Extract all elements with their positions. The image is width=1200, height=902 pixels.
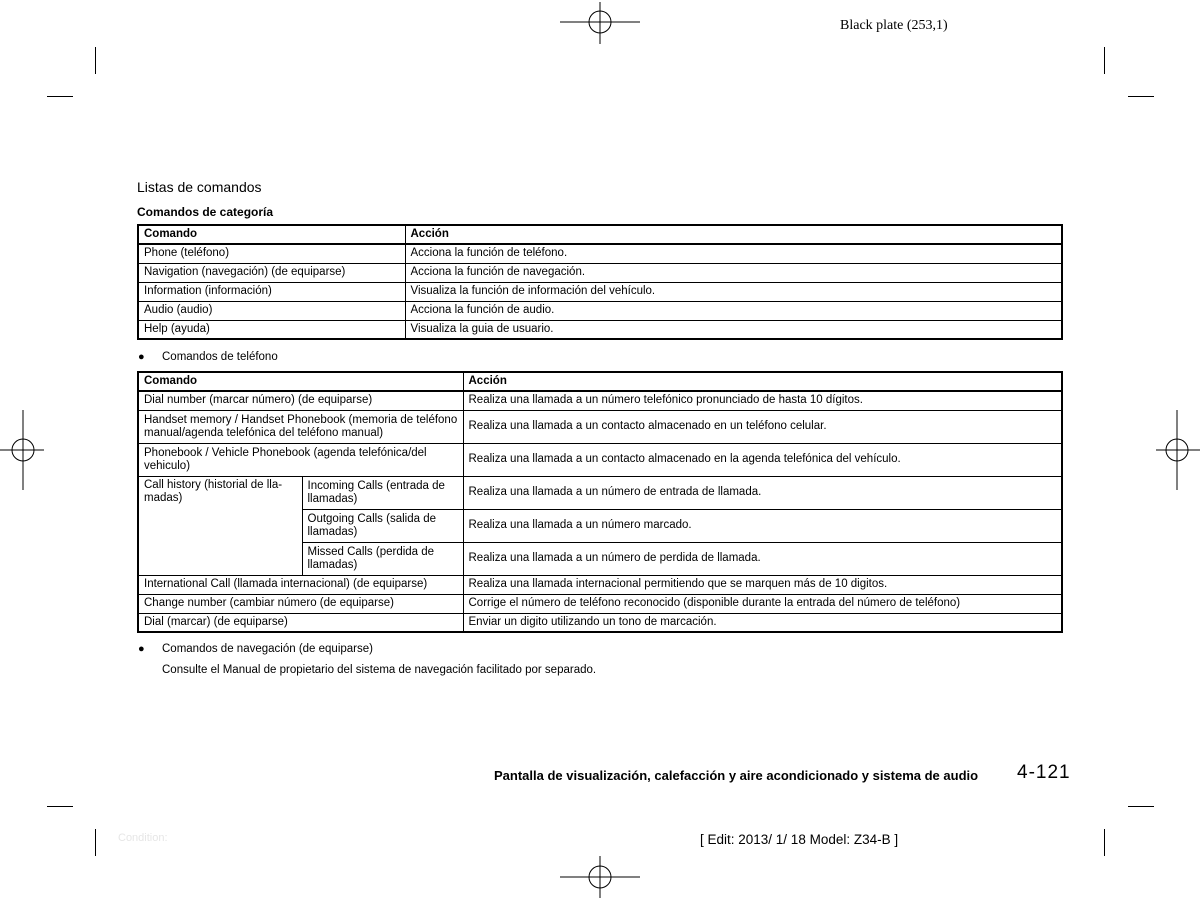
action-cell: Realiza una llamada a un contacto almacenado en la agenda telefónica del vehículo. — [463, 443, 1062, 476]
table-row — [138, 443, 1062, 476]
action-cell: Realiza una llamada a un número de entrada de llamada. — [463, 476, 1062, 509]
table-row — [138, 476, 1062, 509]
command-cell: Help (ayuda) — [138, 320, 405, 339]
action-cell: Acciona la función de navegación. — [405, 263, 1062, 282]
category-title: Comandos de categoría — [137, 205, 274, 219]
subcommand-cell: Incoming Calls (entrada de llamadas) — [302, 476, 463, 509]
action-cell: Visualiza la guia de usuario. — [405, 320, 1062, 339]
action-cell: Enviar un digito utilizando un tono de marcación. — [463, 613, 1062, 632]
command-cell: Dial (marcar) (de equiparse) — [138, 613, 463, 632]
call-history-cell: Call history (historial de lla-madas) — [138, 476, 302, 575]
table-row — [138, 594, 1062, 613]
action-cell: Realiza una llamada a un número marcado. — [463, 509, 1062, 542]
command-cell: Information (información) — [138, 282, 405, 301]
action-cell: Realiza una llamada internacional permitiendo que se marquen más de 10 digitos. — [463, 575, 1062, 594]
command-cell: International Call (llamada internacional) (de equiparse) — [138, 575, 463, 594]
command-cell: Handset memory / Handset Phonebook (memoria de teléfono manual/agenda telefónica del teléfono manual) — [138, 410, 463, 443]
bullet-icon: ● — [138, 643, 145, 655]
command-cell: Change number (cambiar número (de equiparse) — [138, 594, 463, 613]
table-row — [138, 391, 1062, 410]
column-header-action: Acción — [463, 372, 1062, 391]
column-header-command: Comando — [138, 372, 463, 391]
command-cell: Phone (teléfono) — [138, 244, 405, 263]
chapter-footer-title: Pantalla de visualización, calefacción y aire acondicionado y sistema de audio — [494, 768, 979, 783]
condition-label: Condition: — [118, 832, 168, 844]
bullet-text: Comandos de navegación (de equiparse) — [162, 643, 373, 655]
table-row — [138, 263, 1062, 282]
section-title: Listas de comandos — [137, 179, 262, 195]
bullet-text: Comandos de teléfono — [162, 351, 278, 363]
command-cell: Navigation (navegación) (de equiparse) — [138, 263, 405, 282]
subcommand-cell: Outgoing Calls (salida de llamadas) — [302, 509, 463, 542]
table-header-row — [138, 225, 1062, 244]
navigation-note: Consulte el Manual de propietario del sistema de navegación facilitado por separado. — [162, 664, 597, 676]
table-row — [138, 410, 1062, 443]
plate-label: Black plate (253,1) — [840, 18, 948, 33]
action-cell: Corrige el número de teléfono reconocido (disponible durante la entrada del número de teléfono) — [463, 594, 1062, 613]
action-cell: Realiza una llamada a un número telefónico pronunciado de hasta 10 dígitos. — [463, 391, 1062, 410]
command-cell: Dial number (marcar número) (de equiparse) — [138, 391, 463, 410]
column-header-command: Comando — [138, 225, 405, 244]
action-cell: Visualiza la función de información del vehículo. — [405, 282, 1062, 301]
bullet-icon: ● — [138, 351, 145, 363]
subcommand-cell: Missed Calls (perdida de llamadas) — [302, 542, 463, 575]
table-row — [138, 301, 1062, 320]
action-cell: Realiza una llamada a un contacto almacenado en un teléfono celular. — [463, 410, 1062, 443]
table-row — [138, 575, 1062, 594]
action-cell: Realiza una llamada a un número de perdida de llamada. — [463, 542, 1062, 575]
column-header-action: Acción — [405, 225, 1062, 244]
command-cell: Audio (audio) — [138, 301, 405, 320]
table-row — [138, 613, 1062, 632]
table-row — [138, 244, 1062, 263]
page-number: 4-121 — [1017, 762, 1071, 783]
action-cell: Acciona la función de teléfono. — [405, 244, 1062, 263]
command-cell: Phonebook / Vehicle Phonebook (agenda telefónica/del vehiculo) — [138, 443, 463, 476]
table-row — [138, 282, 1062, 301]
action-cell: Acciona la función de audio. — [405, 301, 1062, 320]
category-commands-table — [137, 224, 1063, 340]
table-row — [138, 320, 1062, 339]
phone-commands-table — [137, 371, 1063, 633]
edit-model-label: [ Edit: 2013/ 1/ 18 Model: Z34-B ] — [700, 832, 899, 847]
table-header-row — [138, 372, 1062, 391]
